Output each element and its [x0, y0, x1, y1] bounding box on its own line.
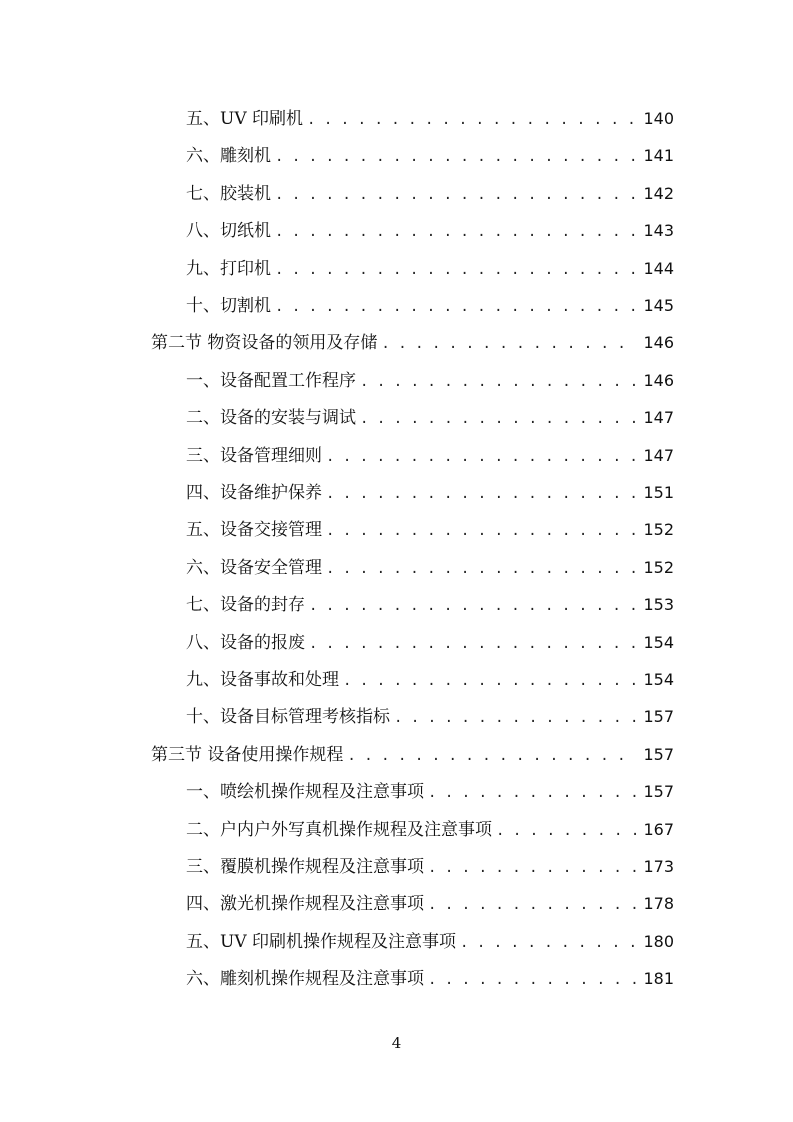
toc-dot-leader: [360, 364, 636, 401]
toc-item-entry[interactable]: [186, 923, 674, 960]
toc-entry-page: 154: [643, 670, 674, 689]
toc-entry-title: 第三节 设备使用操作规程: [151, 744, 344, 765]
toc-entry-page: 147: [643, 445, 674, 465]
toc-entry-page: 153: [643, 595, 674, 615]
toc-entry-page: 173: [643, 857, 674, 876]
toc-dot-leader: [347, 738, 636, 775]
toc-entry-title: 六、雕刻机操作规程及注意事项: [186, 969, 424, 990]
toc-dot-leader: [343, 663, 636, 700]
toc-item-entry[interactable]: [186, 137, 674, 174]
toc-entry-title: 二、户内户外写真机操作规程及注意事项: [186, 819, 492, 840]
toc-entry-title: 十、切割机: [186, 296, 271, 316]
toc-dot-leader: [275, 214, 636, 251]
toc-item-entry[interactable]: [186, 474, 674, 511]
toc-item-entry[interactable]: [186, 885, 674, 922]
toc-entry-page: 154: [643, 632, 674, 652]
toc-dot-leader: [428, 962, 636, 999]
toc-section-entry[interactable]: [151, 736, 674, 773]
toc-entry-title: 七、胶装机: [186, 183, 271, 204]
toc-dot-leader: [326, 439, 636, 476]
toc-dot-leader: [275, 177, 636, 214]
toc-dot-leader: [309, 588, 636, 625]
toc-dot-leader: [307, 102, 636, 139]
toc-entry-page: 143: [643, 221, 674, 241]
toc-dot-leader: [309, 626, 636, 663]
toc-dot-leader: [428, 850, 636, 887]
toc-section-entry[interactable]: [151, 324, 674, 361]
toc-item-entry[interactable]: [186, 624, 674, 661]
toc-item-entry[interactable]: [186, 773, 674, 810]
toc-entry-title: 一、设备配置工作程序: [186, 370, 356, 391]
toc-entry-title: 八、切纸机: [186, 221, 271, 242]
toc-entry-title: 第二节 物资设备的领用及存储: [151, 333, 378, 354]
toc-entry-page: 142: [643, 183, 674, 203]
toc-entry-title: 九、打印机: [186, 258, 271, 279]
toc-item-entry[interactable]: [186, 586, 674, 623]
toc-entry-page: 152: [643, 557, 674, 577]
toc-item-entry[interactable]: [186, 287, 674, 324]
toc-dot-leader: [275, 139, 636, 176]
toc-entry-page: 146: [643, 333, 674, 353]
toc-dot-leader: [326, 513, 636, 550]
toc-entry-title: 四、设备维护保养: [186, 483, 322, 503]
toc-dot-leader: [496, 813, 636, 850]
toc-dot-leader: [275, 289, 636, 326]
toc-entry-page: 157: [643, 707, 674, 727]
toc-entry-page: 145: [643, 296, 674, 315]
page-number: 4: [391, 1034, 402, 1052]
toc-entry-page: 144: [643, 258, 674, 278]
toc-entry-title: 十、设备目标管理考核指标: [186, 707, 390, 728]
toc-entry-page: 178: [643, 894, 674, 914]
toc-item-entry[interactable]: [186, 811, 674, 848]
toc-dot-leader: [326, 476, 636, 513]
toc-entry-title: 三、设备管理细则: [186, 445, 322, 466]
toc-entry-page: 151: [643, 483, 674, 502]
toc-entry-title: 八、设备的报废: [186, 632, 305, 653]
toc-entry-title: 六、设备安全管理: [186, 557, 322, 578]
toc-item-entry[interactable]: [186, 250, 674, 287]
toc-entry-title: 六、雕刻机: [186, 146, 271, 167]
toc-dot-leader: [428, 775, 636, 812]
toc-entry-title: 一、喷绘机操作规程及注意事项: [186, 782, 424, 803]
toc-item-entry[interactable]: [186, 960, 674, 997]
toc-dot-leader: [360, 401, 636, 438]
toc-entry-page: 167: [643, 819, 674, 839]
toc-entry-title: 九、设备事故和处理: [186, 670, 339, 690]
toc-dot-leader: [460, 925, 636, 962]
toc-entry-title: 三、覆膜机操作规程及注意事项: [186, 857, 424, 877]
toc-dot-leader: [428, 887, 636, 924]
toc-item-entry[interactable]: [186, 175, 674, 212]
toc-entry-title: 七、设备的封存: [186, 595, 305, 616]
toc-entry-title: 五、设备交接管理: [186, 520, 322, 541]
toc-entry-page: 180: [643, 931, 674, 951]
toc-item-entry[interactable]: [186, 437, 674, 474]
toc-item-entry[interactable]: [186, 100, 674, 137]
toc-item-entry[interactable]: [186, 661, 674, 698]
toc-item-entry[interactable]: [186, 549, 674, 586]
toc-entry-page: 140: [643, 109, 674, 128]
toc-entry-page: 141: [643, 146, 674, 166]
toc-entry-page: 152: [643, 520, 674, 540]
toc-dot-leader: [381, 326, 636, 363]
toc-entry-title: 五、UV 印刷机: [186, 109, 304, 129]
toc-entry-title: 四、激光机操作规程及注意事项: [186, 894, 424, 915]
toc-item-entry[interactable]: [186, 848, 674, 885]
toc-dot-leader: [275, 252, 636, 289]
toc-item-entry[interactable]: [186, 698, 674, 735]
toc-dot-leader: [326, 551, 636, 588]
toc-dot-leader: [394, 700, 636, 737]
toc-item-entry[interactable]: [186, 399, 674, 436]
toc-entry-page: 147: [643, 408, 674, 428]
toc-item-entry[interactable]: [186, 362, 674, 399]
toc-entry-page: 181: [643, 969, 674, 989]
toc-entry-page: 157: [643, 782, 674, 802]
toc-entry-title: 五、UV 印刷机操作规程及注意事项: [186, 931, 457, 952]
toc-item-entry[interactable]: [186, 212, 674, 249]
toc-item-entry[interactable]: [186, 511, 674, 548]
toc-entry-page: 157: [643, 744, 674, 764]
toc-entry-page: 146: [643, 370, 674, 390]
toc-entry-title: 二、设备的安装与调试: [186, 408, 356, 429]
